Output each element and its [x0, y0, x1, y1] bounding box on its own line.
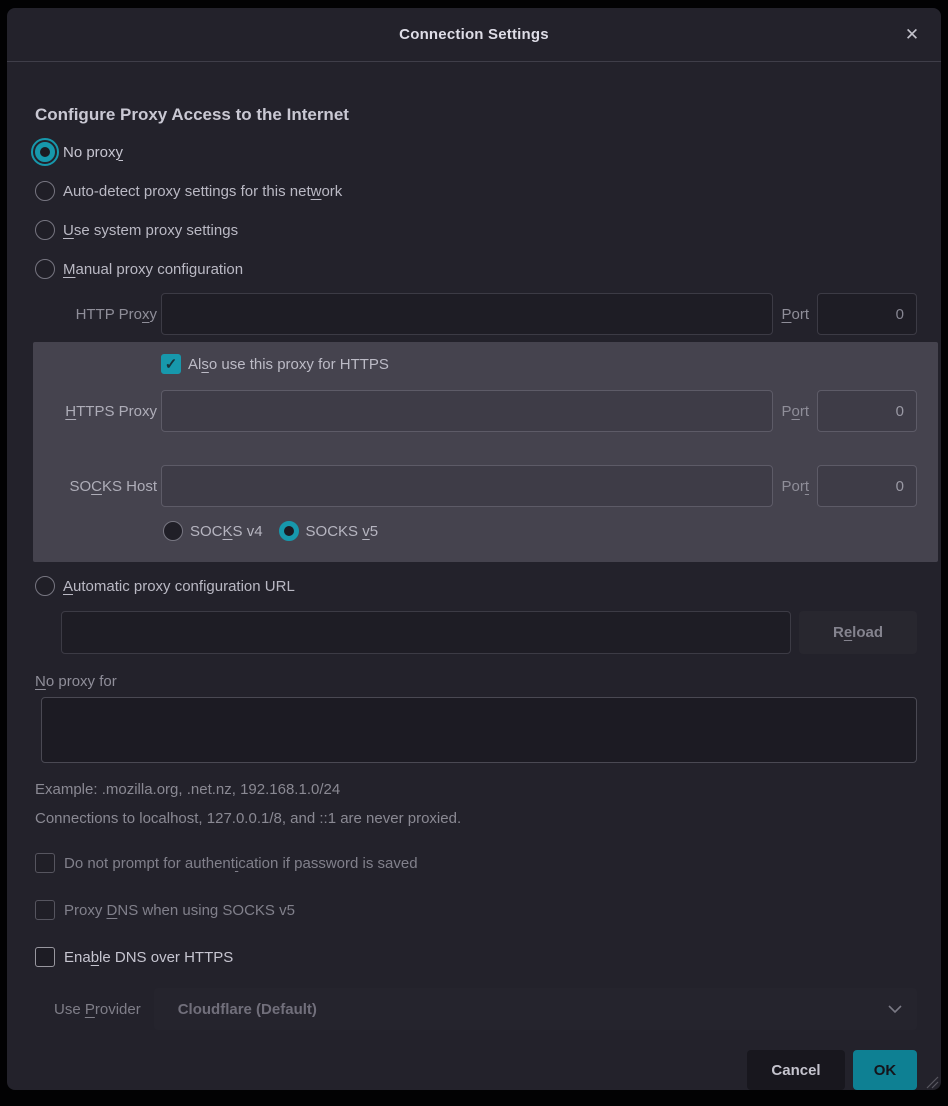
- radio-socks-v4-label: SOCKS v4: [190, 522, 263, 540]
- ok-button[interactable]: OK: [853, 1050, 917, 1090]
- socks-host-input[interactable]: [161, 465, 773, 507]
- https-port-label: Port: [781, 402, 809, 420]
- radio-autoconfig-label: Automatic proxy configuration URL: [63, 577, 295, 595]
- doh-provider-select[interactable]: [154, 988, 917, 1030]
- no-proxy-example-text: Example: .mozilla.org, .net.nz, 192.168.1.0/24: [35, 781, 341, 798]
- socks-host-label: SOCKS Host: [69, 477, 157, 495]
- reload-button-label: Reload: [832, 624, 884, 641]
- doh-provider-value: Cloudflare (Default): [177, 1000, 317, 1018]
- autoconfig-url-row: [61, 611, 917, 654]
- https-port-input[interactable]: [817, 390, 917, 432]
- resize-grip-icon[interactable]: [921, 1071, 939, 1089]
- enable-doh-label: Enable DNS over HTTPS: [64, 948, 234, 966]
- dialog-content: [7, 62, 941, 1037]
- proxy-dns-socks5-checkbox[interactable]: [35, 900, 55, 920]
- radio-socks-v4[interactable]: [163, 521, 183, 541]
- no-prompt-auth-label: Do not prompt for authentication if password is saved: [64, 854, 418, 872]
- enable-doh-row[interactable]: [35, 945, 917, 969]
- chevron-down-icon: [887, 1004, 903, 1014]
- enable-doh-checkbox[interactable]: [35, 947, 55, 967]
- page-title: Configure Proxy Access to the Internet: [35, 105, 349, 124]
- radio-row-no-proxy[interactable]: [35, 140, 917, 164]
- share-proxy-checkbox-row[interactable]: [161, 352, 917, 376]
- radio-manual-proxy[interactable]: [35, 259, 55, 279]
- radio-row-autoconfig[interactable]: [35, 574, 917, 598]
- http-proxy-input[interactable]: [161, 293, 773, 335]
- radio-autoconfig[interactable]: [35, 576, 55, 596]
- radio-manual-proxy-label: Manual proxy configuration: [63, 260, 244, 278]
- radio-row-manual-proxy[interactable]: [35, 257, 917, 281]
- radio-no-proxy[interactable]: [35, 142, 55, 162]
- socks-version-row: [163, 519, 917, 543]
- cancel-button[interactable]: Cancel: [747, 1050, 845, 1090]
- manual-proxy-panel: [33, 342, 938, 562]
- radio-auto-detect[interactable]: [35, 181, 55, 201]
- http-proxy-label: HTTP Proxy: [75, 305, 157, 323]
- radio-socks-v5[interactable]: [279, 521, 299, 541]
- radio-system-proxy[interactable]: [35, 220, 55, 240]
- https-proxy-input[interactable]: [161, 390, 773, 432]
- checkmark-icon: ✓: [164, 355, 178, 373]
- radio-no-proxy-label: No proxy: [63, 143, 124, 161]
- http-proxy-row: [27, 293, 917, 335]
- dialog-title: Connection Settings: [399, 26, 549, 43]
- http-port-input[interactable]: [817, 293, 917, 335]
- radio-row-system-proxy[interactable]: [35, 218, 917, 242]
- proxy-dns-socks5-row[interactable]: [35, 898, 917, 922]
- proxy-dns-socks5-label: Proxy DNS when using SOCKS v5: [64, 901, 295, 919]
- socks-port-label: Port: [781, 477, 809, 495]
- radio-socks-v5-label: SOCKS v5: [305, 522, 379, 540]
- no-prompt-auth-row[interactable]: [35, 851, 917, 875]
- localhost-note-text: Connections to localhost, 127.0.0.1/8, and ::1 are never proxied.: [35, 810, 462, 827]
- dialog-titlebar: [7, 8, 941, 62]
- https-proxy-row: [33, 390, 917, 432]
- https-proxy-label: HTTPS Proxy: [65, 402, 157, 420]
- radio-row-auto-detect[interactable]: [35, 179, 917, 203]
- share-proxy-checkbox[interactable]: [161, 354, 181, 374]
- no-prompt-auth-checkbox[interactable]: [35, 853, 55, 873]
- doh-provider-row: [54, 988, 917, 1030]
- radio-auto-detect-label: Auto-detect proxy settings for this network: [63, 182, 343, 200]
- use-provider-label: Use Provider: [54, 1000, 141, 1018]
- share-proxy-label: Also use this proxy for HTTPS: [188, 355, 389, 373]
- close-icon[interactable]: ✕: [904, 25, 920, 44]
- autoconfig-url-input[interactable]: [61, 611, 791, 654]
- no-proxy-for-label: No proxy for: [35, 673, 117, 690]
- dialog-footer: [7, 1050, 941, 1090]
- socks-host-row: [33, 465, 917, 507]
- no-proxy-for-textarea[interactable]: [41, 697, 917, 763]
- reload-button[interactable]: [799, 611, 917, 654]
- connection-settings-dialog: [7, 8, 941, 1090]
- radio-system-proxy-label: Use system proxy settings: [63, 221, 239, 239]
- http-port-label: Port: [781, 305, 809, 323]
- socks-port-input[interactable]: [817, 465, 917, 507]
